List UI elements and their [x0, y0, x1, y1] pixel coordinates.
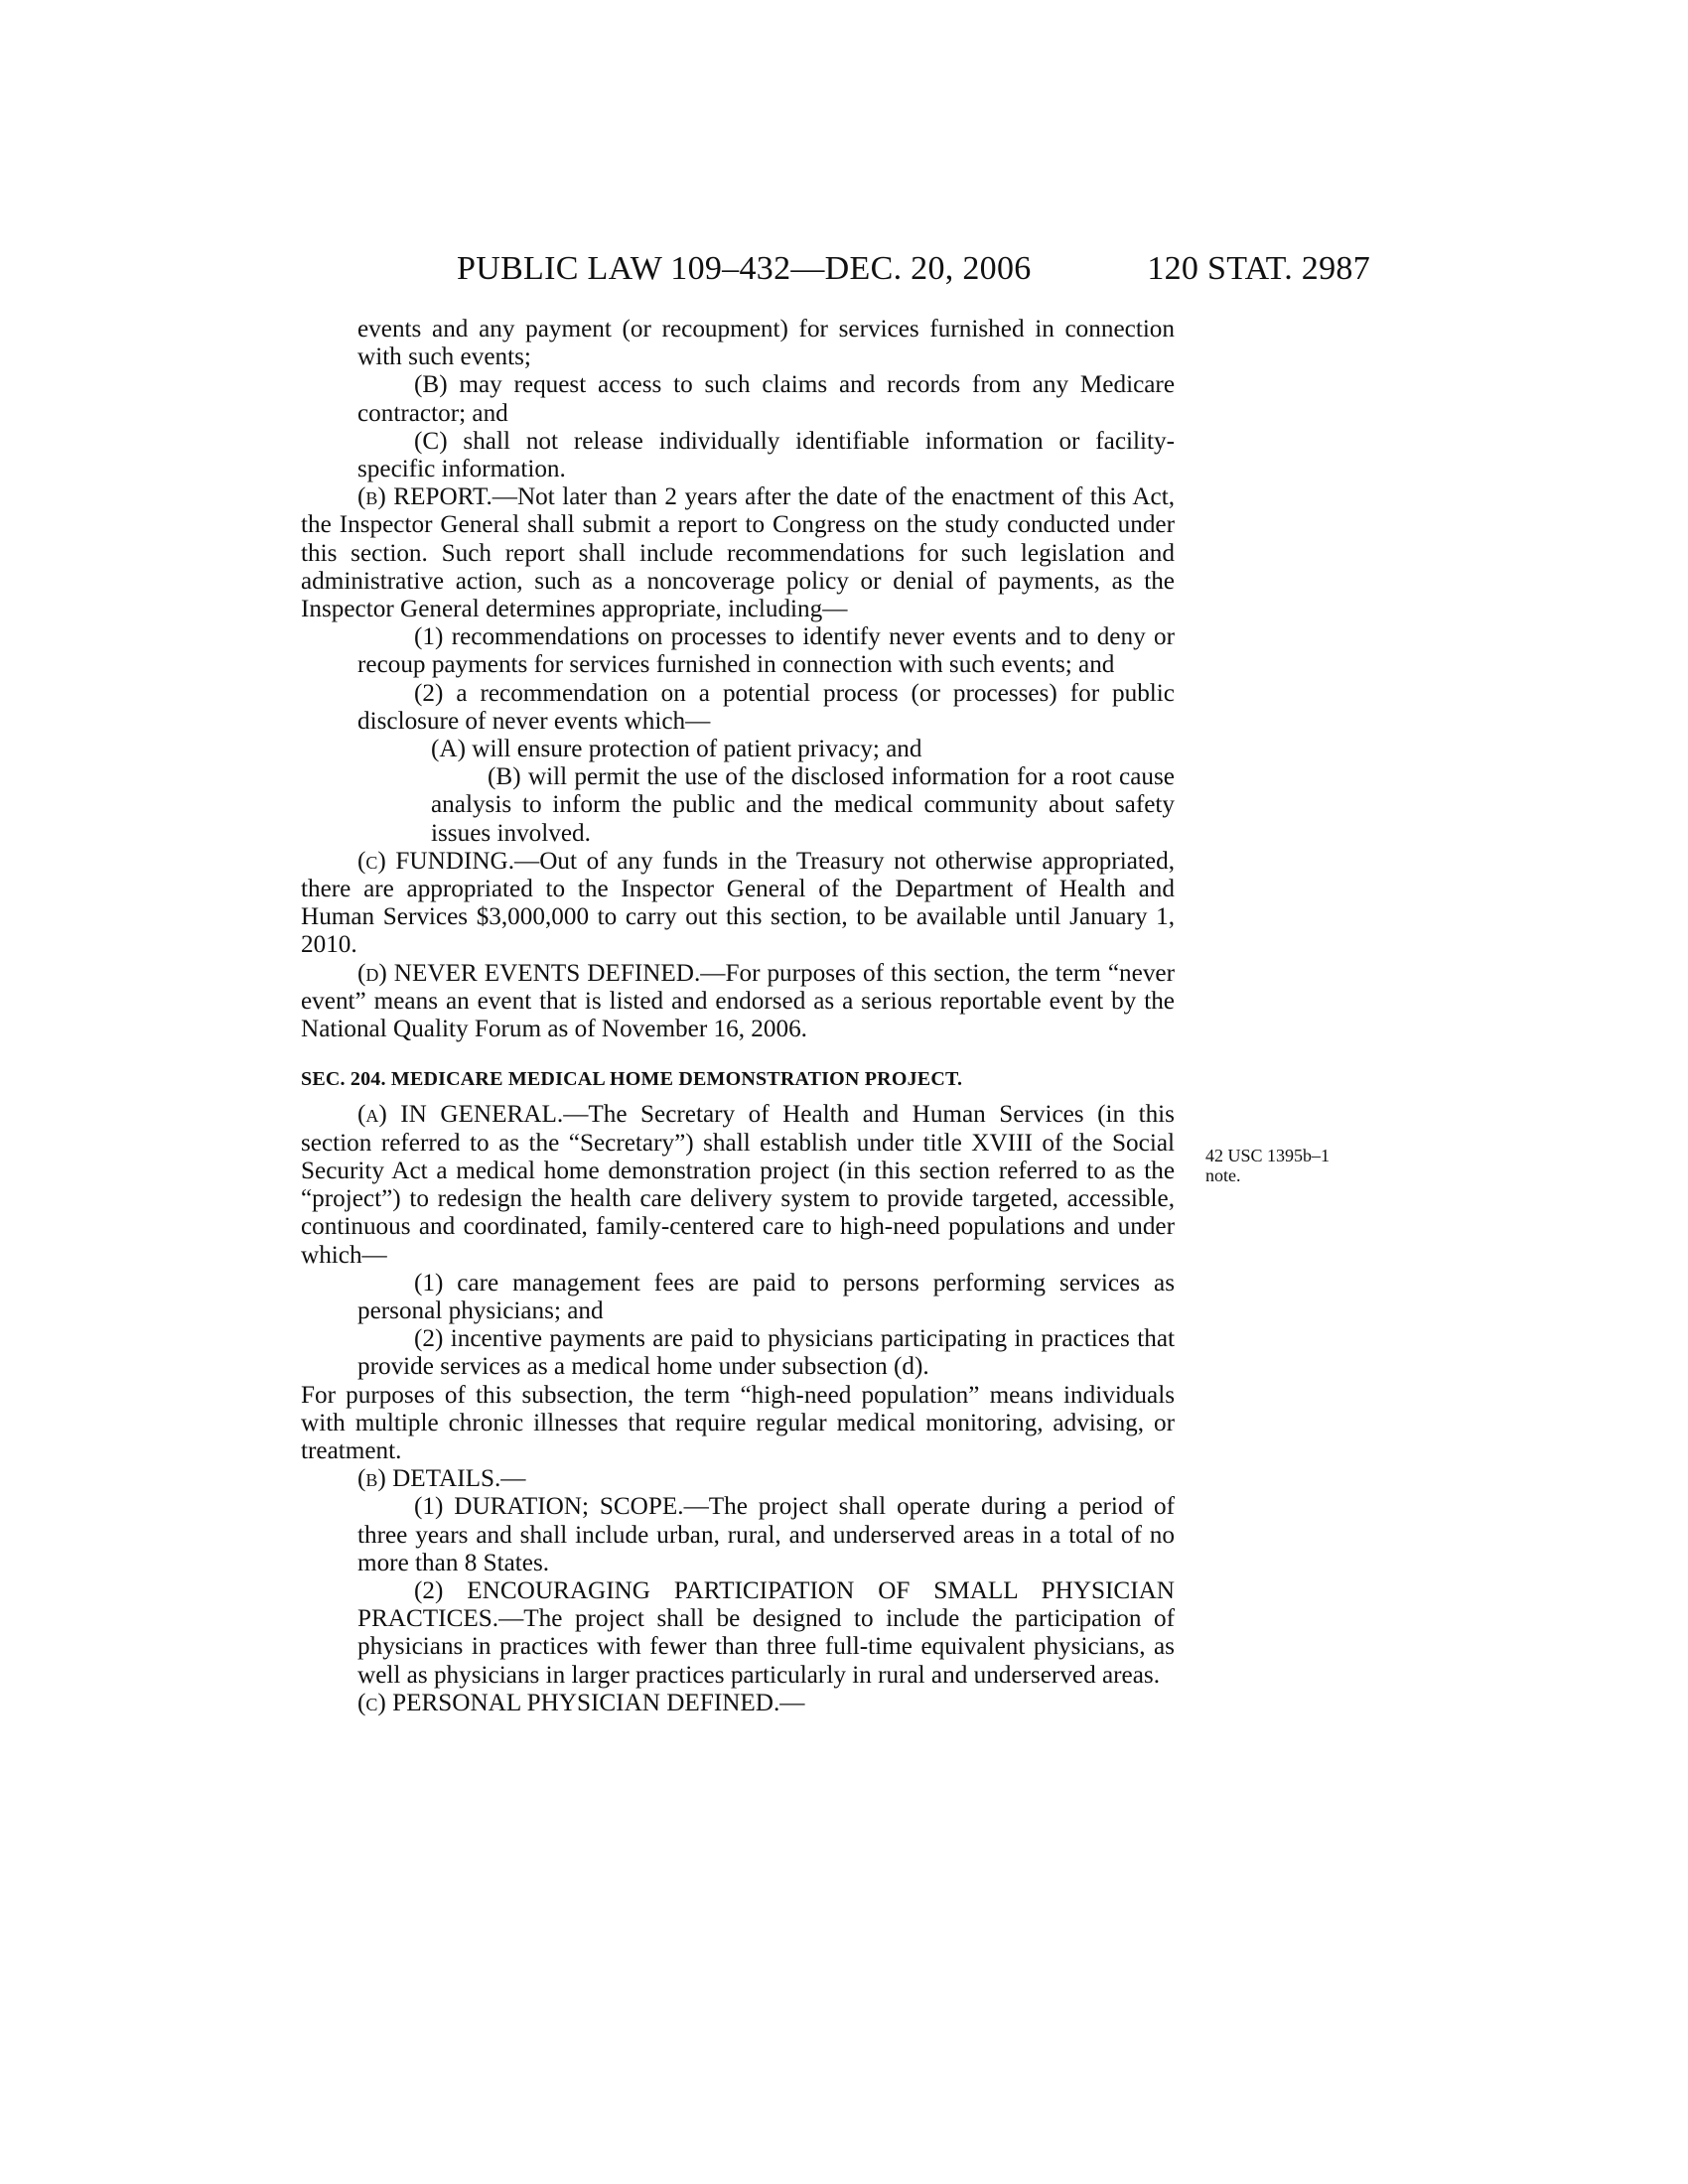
heading-personal-physician: (c) PERSONAL PHYSICIAN DEFINED.—	[357, 1689, 805, 1716]
heading-duration-scope: (1) DURATION; SCOPE.	[414, 1493, 684, 1521]
margin-citation-line2: note.	[1205, 1165, 1241, 1185]
paragraph-1-care-management: (1) care management fees are paid to persons performing services as personal physicians; and	[357, 1269, 1175, 1324]
heading-small-practices: (2) ENCOURAGING PARTICIPATION OF SMALL PHYSICIAN PRACTICES.	[357, 1576, 1175, 1633]
text-never-events: —For purposes of this section, the term “never event” means an event that is listed and endorsed as a serious reportable event by the National Quality Forum as of November 16, 2006.	[301, 959, 1175, 1043]
text-duration-scope: —The project shall operate during a period of three years and shall include urban, rural, and underserved areas in a total of no more than 8 States.	[357, 1493, 1175, 1576]
paragraph-b-permit-use: (B) will permit the use of the disclosed information for a root cause analysis to inform the public and the medical community about safety issues involved.	[431, 763, 1175, 847]
paragraph-c-personal-physician	[301, 1690, 1175, 1717]
margin-citation-line1: 42 USC 1395b–1	[1205, 1146, 1331, 1165]
paragraph-1-recommendations: (1) recommendations on processes to identify never events and to deny or recoup payments for services furnished in connection with such events; and	[357, 623, 1175, 679]
paragraph-high-need-definition: For purposes of this subsection, the term “high-need population” means individuals with multiple chronic illnesses that require regular medical monitoring, advising, or treatment.	[301, 1381, 1175, 1464]
paragraph-2-small-practices	[301, 1577, 1175, 1690]
paragraph-2-recommendation: (2) a recommendation on a potential process (or processes) for public disclosure of never events which—	[357, 679, 1175, 735]
heading-report: (b) REPORT.	[357, 483, 492, 511]
paragraph-events-continued: events and any payment (or recoupment) for services furnished in connection with such events;	[357, 316, 1175, 371]
paragraph-b-request-access: (B) may request access to such claims and records from any Medicare contractor; and	[357, 371, 1175, 427]
paragraph-1-duration-scope	[301, 1493, 1175, 1577]
document-body	[301, 316, 1175, 1717]
text-small-practices: —The project shall be designed to include the participation of physicians in practices with fewer than three full-time equivalent physicians, as well as physicians in larger practices particularly in rural and underserved areas.	[357, 1605, 1175, 1689]
margin-citation-note	[1205, 1146, 1384, 1185]
header-statute-page: 120 STAT. 2987	[1147, 250, 1370, 287]
paragraph-c-funding	[301, 848, 1175, 960]
paragraph-c-not-release: (C) shall not release individually identifiable information or facility-specific information.	[357, 427, 1175, 483]
text-report: —Not later than 2 years after the date of the enactment of this Act, the Inspector General shall submit a report to Congress on the study conducted under this section. Such report shall include recommendations for such legislation and administrative action, such as a noncoverage policy or denial of payments, as the Inspector General determines appropriate, including—	[301, 483, 1175, 623]
page-header	[457, 250, 1370, 290]
paragraph-b-details	[301, 1465, 1175, 1493]
paragraph-a-privacy: (A) will ensure protection of patient privacy; and	[431, 736, 922, 763]
text-funding: —Out of any funds in the Treasury not otherwise appropriated, there are appropriated to the Inspector General of the Department of Health and Human Services $3,000,000 to carry out this section, to be available until January 1, 2010.	[301, 847, 1175, 959]
heading-never-events: (d) NEVER EVENTS DEFINED.	[357, 959, 701, 987]
paragraph-b-report	[301, 483, 1175, 623]
text-in-general: —The Secretary of Health and Human Services (in this section referred to as the “Secretary”) shall establish under title XVIII of the Social Security Act a medical home demonstration project (in this section referred to as the “project”) to redesign the health care delivery system to provide targeted, accessible, continuous and coordinated, family-centered care to high-need populations and under which—	[301, 1101, 1175, 1269]
paragraph-2-incentive-payments: (2) incentive payments are paid to physicians participating in practices that provide services as a medical home under subsection (d).	[357, 1325, 1175, 1381]
heading-funding: (c) FUNDING.	[357, 847, 515, 875]
heading-details: (b) DETAILS.—	[357, 1465, 526, 1493]
heading-in-general: (a) IN GENERAL.	[357, 1101, 564, 1129]
header-public-law: PUBLIC LAW 109–432—DEC. 20, 2006	[457, 250, 1032, 287]
paragraph-d-never-events	[301, 960, 1175, 1044]
section-heading-204: SEC. 204. MEDICARE MEDICAL HOME DEMONSTRATION PROJECT.	[301, 1068, 963, 1091]
paragraph-a-in-general	[301, 1101, 1175, 1269]
